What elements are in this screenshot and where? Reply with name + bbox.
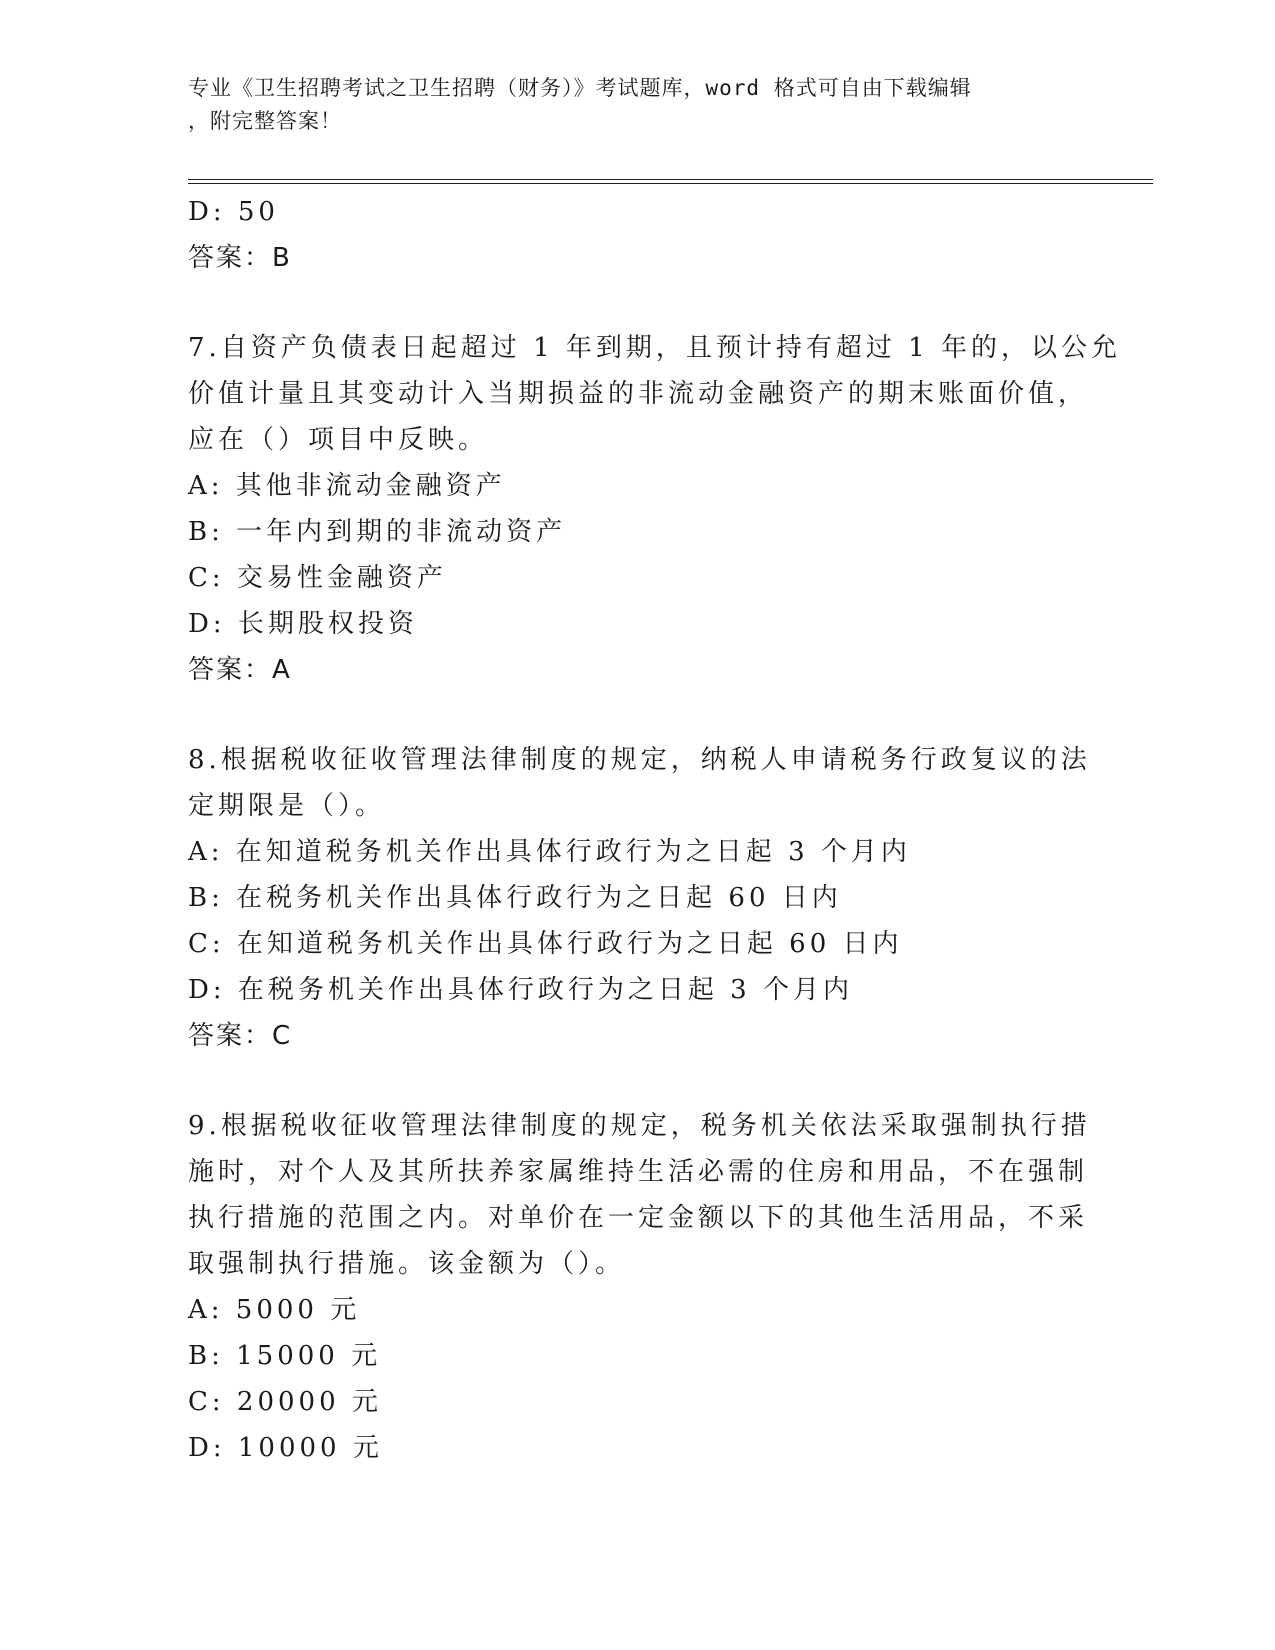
option-b: B: 15000 元 <box>188 1341 382 1371</box>
question-stem-line: 8.根据税收征收管理法律制度的规定，纳税人申请税务行政复议的法 <box>188 745 1091 775</box>
option-b: B: 一年内到期的非流动资产 <box>188 517 567 547</box>
question-stem-line: 应在（）项目中反映。 <box>188 425 489 455</box>
question-stem-line: 9.根据税收征收管理法律制度的规定，税务机关依法采取强制执行措 <box>188 1111 1091 1141</box>
question-stem-line: 取强制执行措施。该金额为（）。 <box>188 1249 626 1279</box>
option-d: D: 长期股权投资 <box>188 609 418 639</box>
question-7 <box>188 325 1121 693</box>
answer-line: 答案：B <box>188 243 292 273</box>
answer-line: 答案：C <box>188 1021 293 1051</box>
option-d: D: 50 <box>188 197 279 227</box>
question-8 <box>188 737 1091 1059</box>
answer-line: 答案：A <box>188 655 292 685</box>
page-header <box>188 72 1068 138</box>
question-stem-line: 执行措施的范围之内。对单价在一定金额以下的其他生活用品，不采 <box>188 1203 1089 1233</box>
option-d: D: 10000 元 <box>188 1433 383 1463</box>
document-body <box>188 189 1121 1471</box>
question-stem-line: 7.自资产负债表日起超过 1 年到期，且预计持有超过 1 年的，以公允 <box>188 333 1121 363</box>
question-stem-line: 定期限是（）。 <box>188 791 386 821</box>
option-a: A: 5000 元 <box>188 1295 361 1325</box>
question-9 <box>188 1103 1091 1471</box>
option-c: C: 交易性金融资产 <box>188 563 447 593</box>
option-d: D: 在税务机关作出具体行政行为之日起 3 个月内 <box>188 975 853 1005</box>
option-a: A: 在知道税务机关作出具体行政行为之日起 3 个月内 <box>188 837 911 867</box>
previous-question-tail <box>188 189 1068 281</box>
header-line-2: ，附完整答案！ <box>188 109 342 133</box>
option-b: B: 在税务机关作出具体行政行为之日起 60 日内 <box>188 883 842 913</box>
header-divider-bottom <box>188 183 1153 184</box>
option-c: C: 20000 元 <box>188 1387 382 1417</box>
header-divider-top <box>188 179 1153 180</box>
option-a: A: 其他非流动金融资产 <box>188 471 506 501</box>
header-line-1: 专业《卫生招聘考试之卫生招聘（财务）》考试题库，word 格式可自由下载编辑 <box>188 76 972 100</box>
question-stem-line: 施时，对个人及其所扶养家属维持生活必需的住房和用品，不在强制 <box>188 1157 1089 1187</box>
question-stem-line: 价值计量且其变动计入当期损益的非流动金融资产的期末账面价值， <box>188 379 1089 409</box>
option-c: C: 在知道税务机关作出具体行政行为之日起 60 日内 <box>188 929 903 959</box>
